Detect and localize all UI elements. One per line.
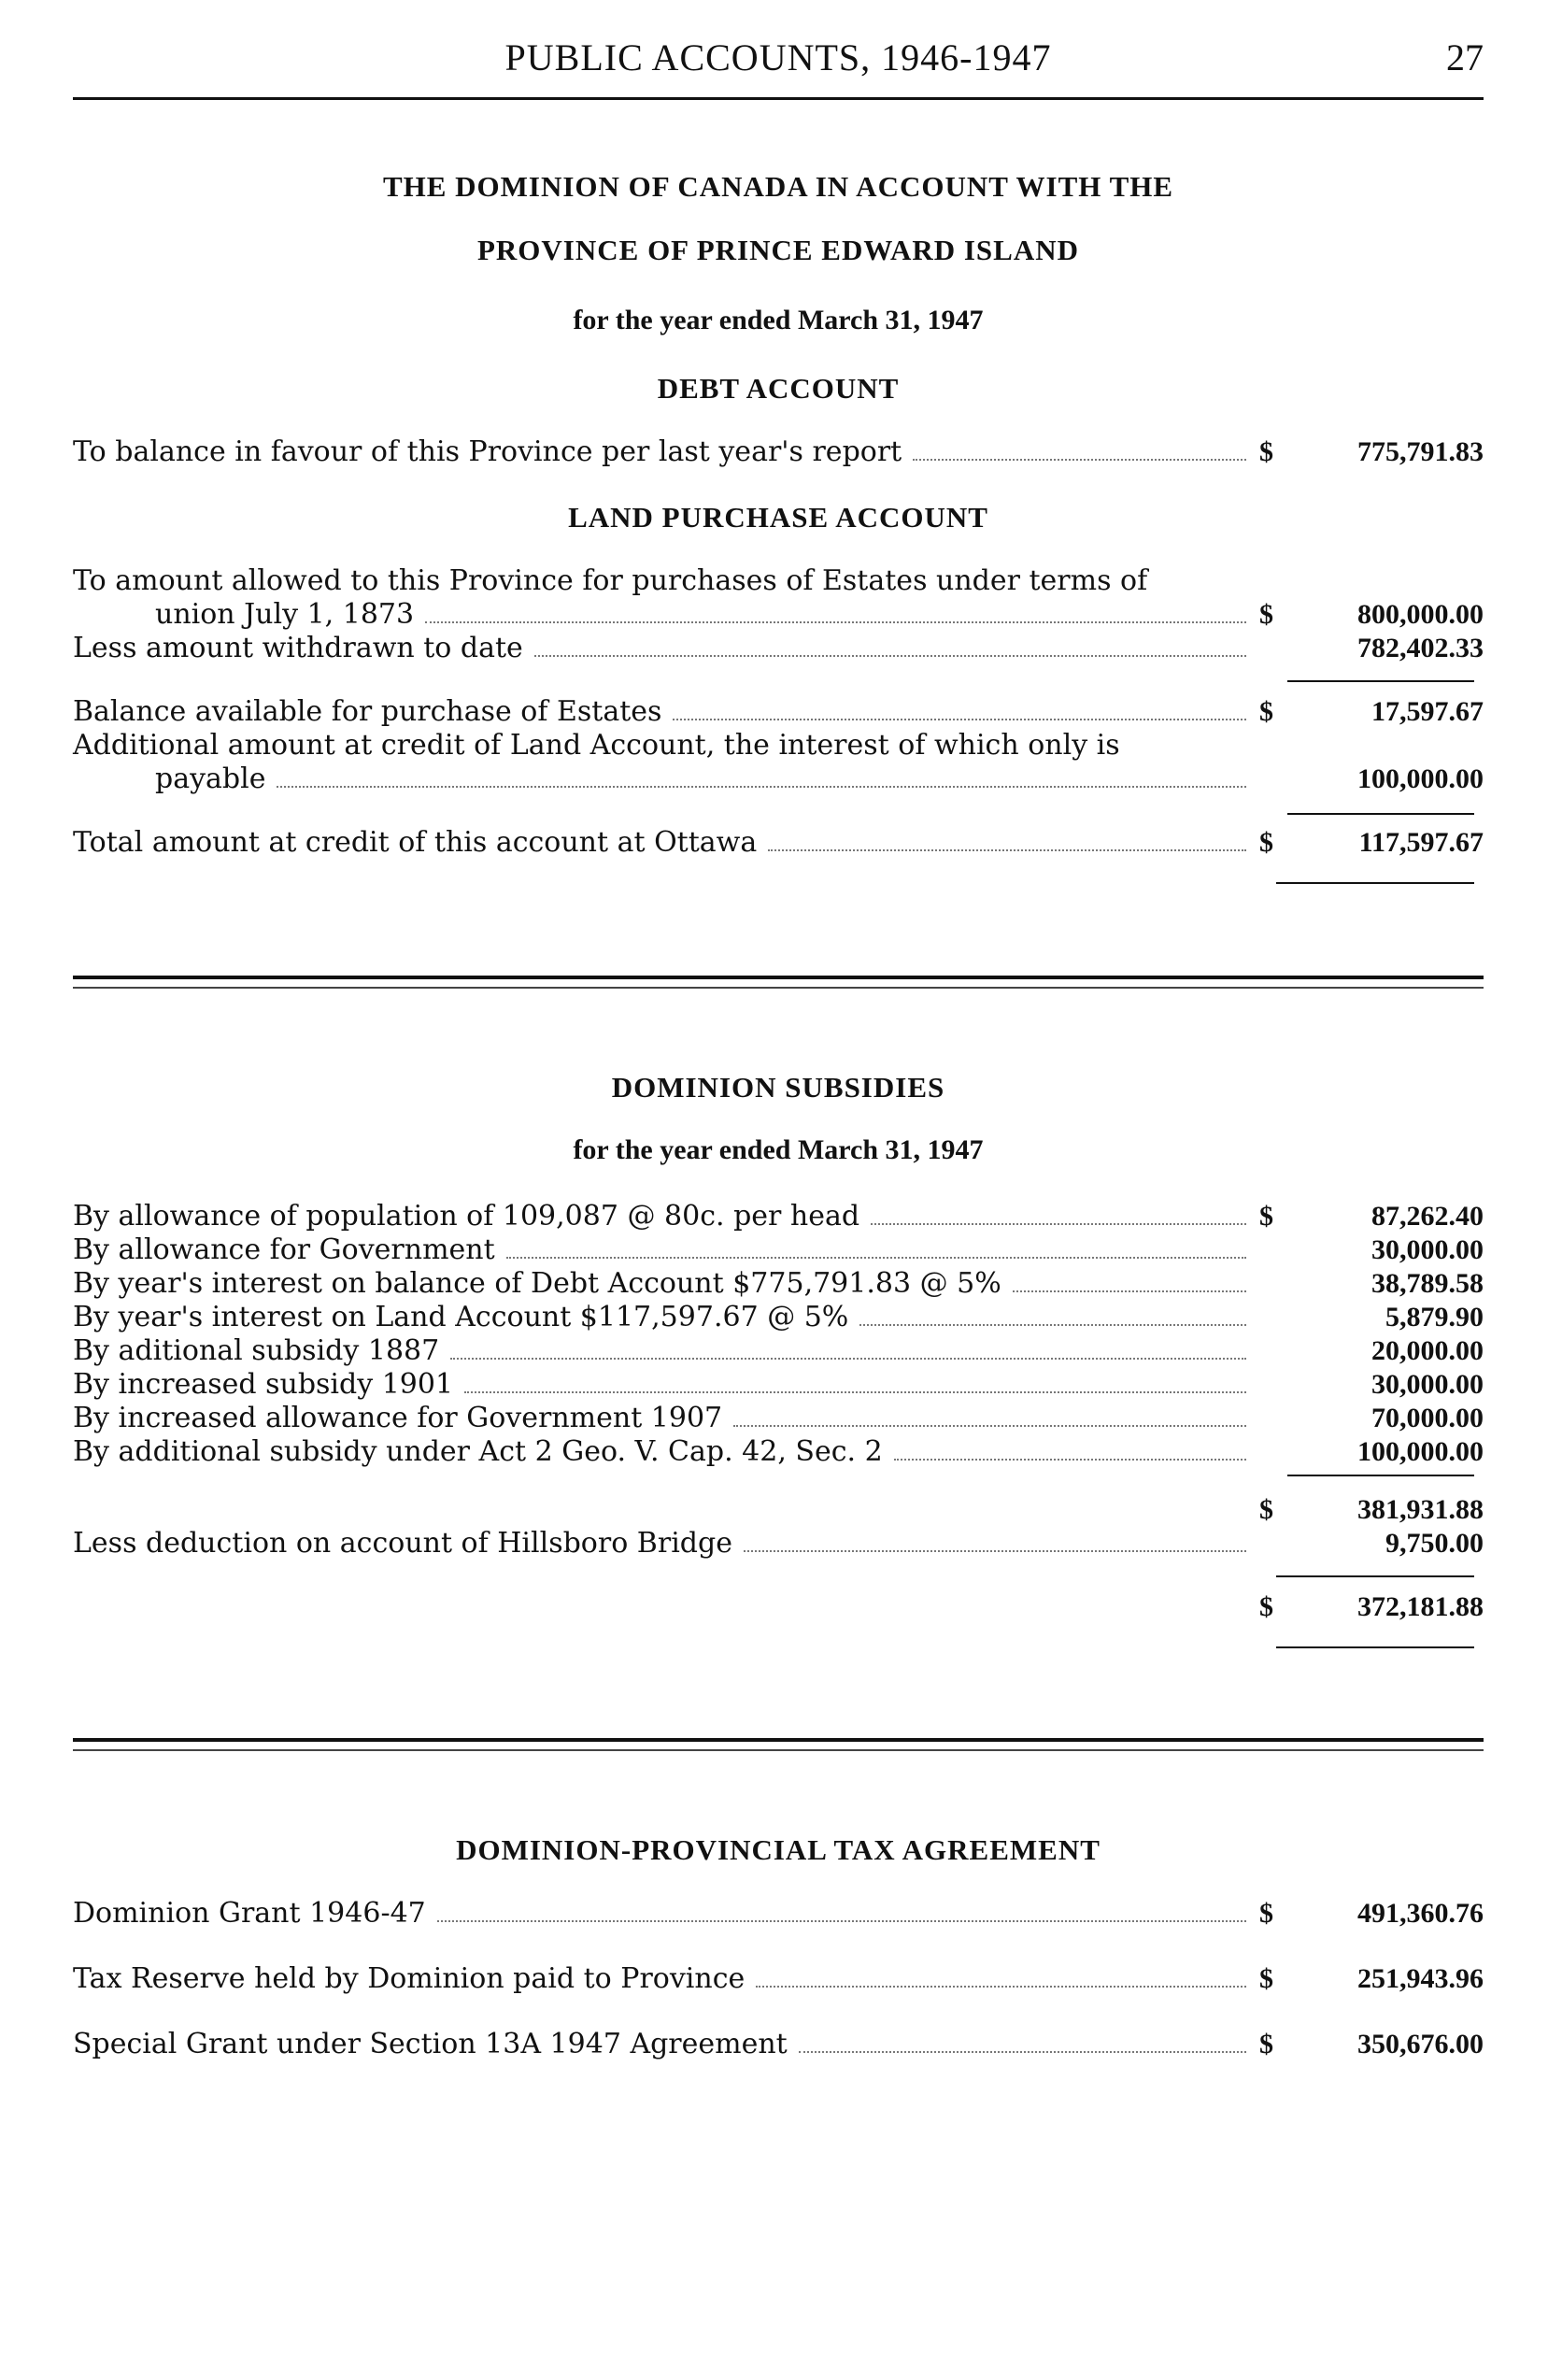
list-item: By additional subsidy under Act 2 Geo. V. Cap. 42, Sec. 2 100,000.00 [73,1435,1484,1468]
leader-dots [871,1223,1246,1225]
section-separator-thin [73,987,1484,989]
land-allowed-currency: $ [1259,599,1273,630]
leader-dots [768,849,1246,851]
subsidies-net-rule [1276,1575,1474,1577]
debt-balance-currency: $ [1259,436,1273,467]
leader-dots [894,1459,1246,1461]
land-total-label: Total amount at credit of this account at Ottawa [73,826,758,859]
land-total-entry [73,826,1484,860]
leader-dots [733,1425,1246,1427]
land-allowed-label-1: To amount allowed to this Province for purchases of Estates under terms of [73,564,1148,597]
subsidies-net-amount: 372,181.88 [1357,1591,1484,1622]
leader-dots [744,1550,1246,1552]
debt-heading-block [73,372,1484,406]
leader-dots [1013,1290,1246,1292]
land-balance-entry [73,695,1484,796]
list-item: By year's interest on Land Account $117,597.67 @ 5% 5,879.90 [73,1301,1484,1333]
leader-dots [506,1257,1246,1259]
land-purchase-heading: LAND PURCHASE ACCOUNT [568,501,988,534]
land-total-amount: 117,597.67 [1358,827,1484,858]
section-separator [73,1738,1484,1742]
leader-dots [673,719,1246,720]
subsidies-list [73,1200,1484,1469]
subsidies-subtotal-currency: $ [1259,1494,1273,1525]
running-head [73,36,1484,84]
subsidies-net-currency: $ [1259,1591,1273,1622]
land-sum-rule [1287,680,1474,682]
land-total-rule [1287,813,1474,815]
header-rule [73,97,1484,100]
subsidies-period-block [73,1134,1484,1166]
list-item: Dominion Grant 1946-47 $ 491,360.76 [73,1897,1484,1930]
subsidies-subtotal-amount: 381,931.88 [1357,1494,1484,1525]
leader-dots [913,459,1246,461]
list-item: By allowance for Government 30,000.00 [73,1233,1484,1266]
list-item: By year's interest on balance of Debt Account $775,791.83 @ 5% 38,789.58 [73,1267,1484,1300]
list-item: By allowance of population of 109,087 @ 80c. per head $ 87,262.40 [73,1200,1484,1233]
leader-dots [464,1391,1246,1393]
subsidies-net-underline [1276,1646,1474,1648]
leader-dots [450,1358,1246,1360]
tax-item-3 [73,2028,1484,2061]
account-period: for the year ended March 31, 1947 [573,305,984,335]
land-withdrawn-label: Less amount withdrawn to date [73,632,523,664]
land-allowed-entry [73,564,1484,665]
land-additional-label-1: Additional amount at credit of Land Account, the interest of which only is [73,729,1120,762]
debt-balance-amount: 775,791.83 [1357,436,1484,467]
debt-balance-label: To balance in favour of this Province per last year's report [73,435,902,468]
account-period-block [73,305,1484,336]
list-item: By aditional subsidy 1887 20,000.00 [73,1334,1484,1367]
debt-balance-line [73,435,1484,469]
section-separator-thin [73,1749,1484,1751]
subsidies-net-entry [73,1590,1484,1624]
leader-dots [534,655,1246,657]
land-allowed-label-2: union July 1, 1873 [155,598,415,631]
subsidies-period: for the year ended March 31, 1947 [573,1134,984,1165]
leader-dots [756,1986,1246,1988]
deduction-label: Less deduction on account of Hillsboro Bridge [73,1527,732,1560]
deduction-amount: 9,750.00 [1385,1528,1484,1559]
running-head-title: PUBLIC ACCOUNTS, 1946-1947 [504,36,1052,78]
land-heading-block [73,501,1484,534]
account-heading-1-block [73,170,1484,204]
list-item: Special Grant under Section 13A 1947 Agreement $ 350,676.00 [73,2028,1484,2060]
section-separator [73,976,1484,979]
subsidies-sum-rule [1287,1475,1474,1476]
list-item: By increased allowance for Government 1907 70,000.00 [73,1402,1484,1434]
leader-dots [799,2051,1246,2053]
subsidies-heading-block [73,1071,1484,1104]
land-total-currency: $ [1259,827,1273,858]
account-heading-2-block [73,234,1484,267]
land-withdrawn-amount: 782,402.33 [1357,633,1484,663]
list-item: Tax Reserve held by Dominion paid to Province $ 251,943.96 [73,1962,1484,1995]
tax-item-1 [73,1897,1484,1931]
tax-item-2 [73,1962,1484,1996]
leader-dots [277,786,1246,788]
land-balance-label: Balance available for purchase of Estates [73,695,662,728]
account-heading-1: THE DOMINION OF CANADA IN ACCOUNT WITH THE [382,170,1174,203]
page-number: 27 [1446,36,1484,78]
tax-heading-block [73,1833,1484,1867]
tax-agreement-heading: DOMINION-PROVINCIAL TAX AGREEMENT [456,1833,1101,1866]
land-balance-currency: $ [1259,696,1273,727]
account-heading-2: PROVINCE OF PRINCE EDWARD ISLAND [476,234,1079,266]
debt-account-heading: DEBT ACCOUNT [657,372,900,405]
list-item: By increased subsidy 1901 30,000.00 [73,1368,1484,1401]
land-additional-amount: 100,000.00 [1357,763,1484,794]
land-additional-label-2: payable [155,762,266,795]
land-balance-amount: 17,597.67 [1371,696,1484,727]
leader-dots [425,621,1246,623]
subsidies-heading: DOMINION SUBSIDIES [611,1071,945,1104]
land-total-underline [1276,882,1474,884]
land-allowed-amount: 800,000.00 [1357,599,1484,630]
leader-dots [437,1920,1246,1922]
leader-dots [859,1324,1246,1326]
subsidies-subtotal-entry [73,1493,1484,1561]
